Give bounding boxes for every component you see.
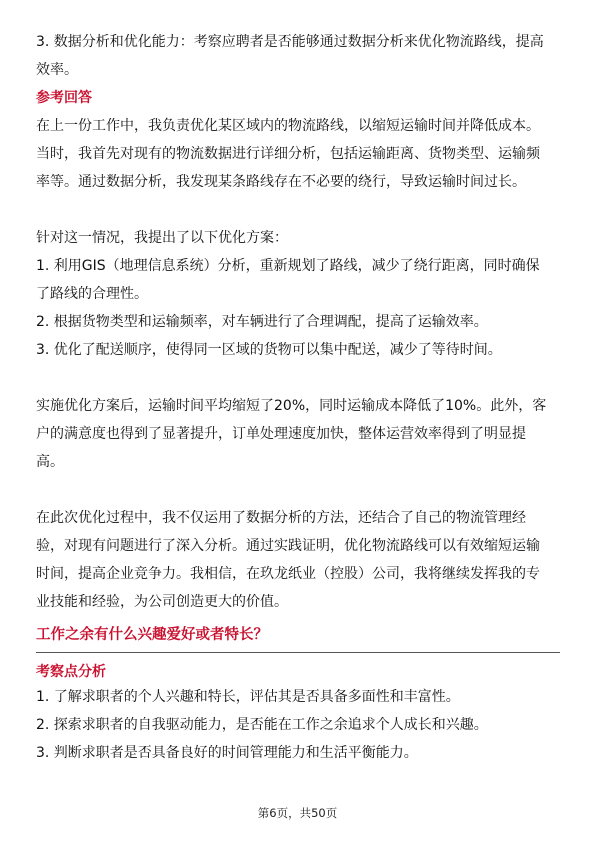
para1-line3: 率等。通过数据分析，我发现某条路线存在不必要的绕行，导致运输时间过长。: [36, 174, 526, 190]
analysis-point-2: 2. 探索求职者的自我驱动能力，是否能在工作之余追求个人成长和兴趣。: [36, 717, 488, 733]
para3-line2: 户的满意度也得到了显著提升，订单处理速度加快，整体运营效率得到了明显提: [36, 426, 526, 442]
plan1-line1: 1. 利用GIS（地理信息系统）分析，重新规划了路线，减少了绕行距离，同时确保: [36, 258, 540, 274]
section-divider: [36, 652, 560, 653]
para1-line1: 在上一份工作中，我负责优化某区域内的物流路线，以缩短运输时间并降低成本。: [36, 118, 540, 134]
document-page: [36, 28, 560, 767]
paragraph-gap: [36, 196, 560, 224]
para4-line1: 在此次优化过程中，我不仅运用了数据分析的方法，还结合了自己的物流管理经: [36, 510, 526, 526]
page-number: 第6页，共50页: [257, 806, 338, 820]
para1-line2: 当时，我首先对现有的物流数据进行详细分析，包括运输距离、货物类型、运输频: [36, 146, 540, 162]
paragraph-gap: [36, 476, 560, 504]
para3-line3: 高。: [36, 454, 64, 470]
plan3: 3. 优化了配送顺序，使得同一区域的货物可以集中配送，减少了等待时间。: [36, 342, 502, 358]
plan2: 2. 根据货物类型和运输频率，对车辆进行了合理调配，提高了运输效率。: [36, 314, 488, 330]
analysis-point-3: 3. 判断求职者是否具备良好的时间管理能力和生活平衡能力。: [36, 745, 418, 761]
para4-line3: 时间，提高企业竞争力。我相信，在玖龙纸业（控股）公司，我将继续发挥我的专: [36, 566, 540, 582]
point3-line1: 3. 数据分析和优化能力：考察应聘者是否能够通过数据分析来优化物流路线，提高: [36, 34, 544, 50]
paragraph-gap: [36, 364, 560, 392]
plan-intro: 针对这一情况，我提出了以下优化方案：: [36, 230, 288, 246]
para3-line1: 实施优化方案后，运输时间平均缩短了20%，同时运输成本降低了10%。此外，客: [36, 398, 547, 414]
question-title: 工作之余有什么兴趣爱好或者特长？: [36, 627, 268, 643]
point3-line2: 效率。: [36, 62, 78, 78]
analysis-heading: 考察点分析: [36, 664, 106, 680]
analysis-point-1: 1. 了解求职者的个人兴趣和特长，评估其是否具备多面性和丰富性。: [36, 689, 460, 705]
answer-heading: 参考回答: [36, 90, 92, 106]
plan1-line2: 了路线的合理性。: [36, 286, 148, 302]
para4-line4: 业技能和经验，为公司创造更大的价值。: [36, 594, 288, 610]
para4-line2: 验，对现有问题进行了深入分析。通过实践证明，优化物流路线可以有效缩短运输: [36, 538, 540, 554]
